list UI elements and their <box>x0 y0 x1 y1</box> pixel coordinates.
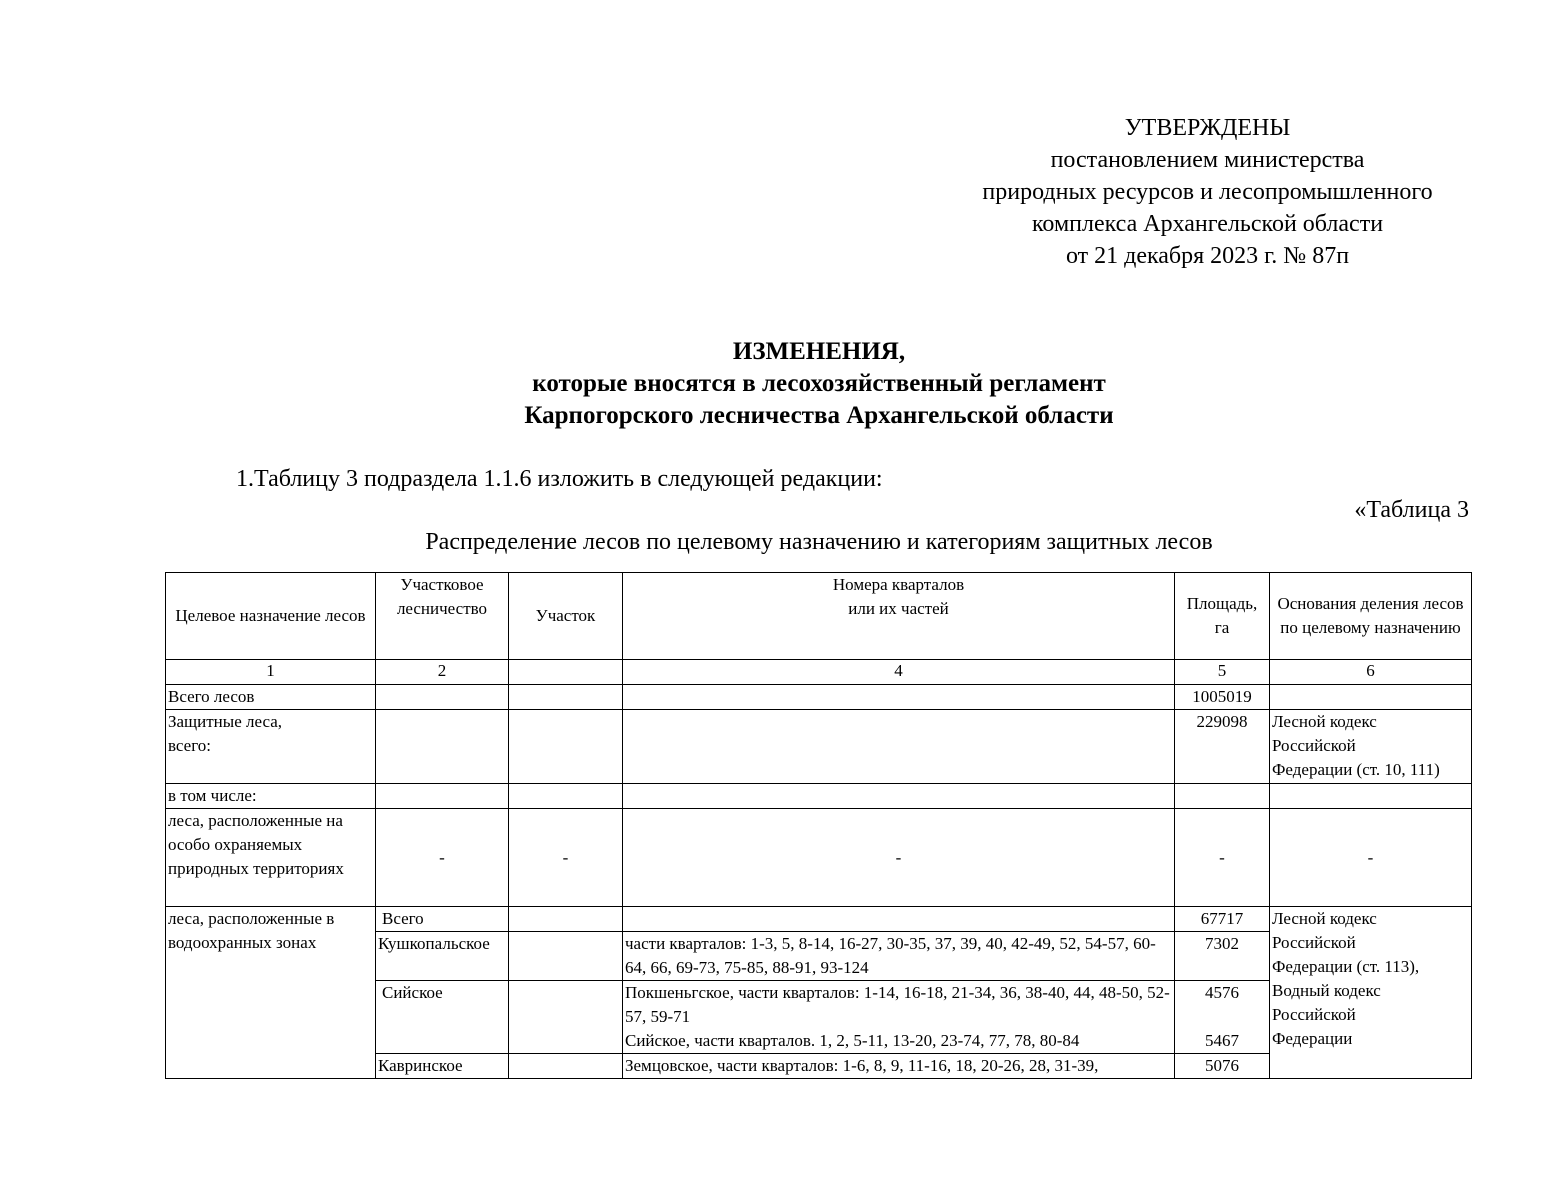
column-number: 2 <box>376 660 509 685</box>
purpose-line: Защитные леса, <box>168 712 282 731</box>
title-subtitle: Карпогорского лесничества Архангельской области <box>524 402 1114 429</box>
basis-line: Российской <box>1272 1005 1356 1024</box>
plot-cell: - <box>509 809 623 907</box>
empty-cell <box>376 710 509 784</box>
table-row <box>166 710 1472 784</box>
empty-cell <box>1270 784 1472 809</box>
area-cell: 4576 <box>1175 981 1270 1030</box>
title-subtitle: которые вносятся в лесохозяйственный регламент <box>532 370 1106 397</box>
empty-cell <box>623 907 1175 932</box>
quarters-cell: - <box>623 809 1175 907</box>
area-cell: - <box>1175 809 1270 907</box>
district-cell: Сийское <box>376 981 509 1054</box>
area-cell: 1005019 <box>1175 685 1270 710</box>
approval-line: природных ресурсов и лесопромышленного <box>982 179 1433 205</box>
district-cell: Кавринское <box>376 1054 509 1079</box>
district-cell: Всего <box>376 907 509 932</box>
header-quarters <box>623 573 1175 660</box>
instruction-paragraph: 1.Таблицу 3 подраздела 1.1.6 изложить в следующей редакции: <box>236 466 883 492</box>
empty-cell <box>376 685 509 710</box>
district-cell: Кушкопальское <box>376 932 509 981</box>
column-number: 5 <box>1175 660 1270 685</box>
district-cell: - <box>376 809 509 907</box>
table-caption: Распределение лесов по целевому назначению и категориям защитных лесов <box>425 529 1213 555</box>
approval-title: УТВЕРЖДЕНЫ <box>1124 115 1291 141</box>
column-number: 1 <box>166 660 376 685</box>
approval-date: от 21 декабря 2023 г. № 87п <box>1065 243 1350 269</box>
purpose-cell: в том числе: <box>166 784 376 809</box>
purpose-cell: леса, расположенные на особо охраняемых природных территориях <box>166 809 376 907</box>
empty-cell <box>509 907 623 932</box>
table-label: «Таблица 3 <box>1354 497 1469 523</box>
column-number: 6 <box>1270 660 1472 685</box>
header-plot: Участок <box>509 573 623 660</box>
area-cell: 5467 <box>1175 1029 1270 1054</box>
basis-line: Лесной кодекс <box>1272 909 1377 928</box>
table-row <box>166 784 1472 809</box>
title-heading: ИЗМЕНЕНИЯ, <box>732 338 906 365</box>
header-area <box>1175 573 1270 660</box>
header-area-line: Площадь, <box>1186 594 1258 613</box>
header-area-line: га <box>1214 618 1230 637</box>
purpose-cell: леса, расположенные в водоохранных зонах <box>166 907 376 1079</box>
empty-cell <box>509 784 623 809</box>
basis-cell <box>1270 907 1472 1079</box>
column-number: 4 <box>623 660 1175 685</box>
basis-cell <box>1270 710 1472 784</box>
basis-line: Российской <box>1272 933 1356 952</box>
quarters-cell: Земцовское, части кварталов: 1-6, 8, 9, 11-16, 18, 20-26, 28, 31-39, <box>623 1054 1175 1079</box>
empty-cell <box>509 1054 623 1079</box>
basis-line: Федерации (ст. 10, 111) <box>1272 760 1440 779</box>
header-district: Участковое лесничество <box>376 573 509 660</box>
empty-cell <box>509 685 623 710</box>
empty-cell <box>1175 784 1270 809</box>
area-cell: 229098 <box>1175 710 1270 784</box>
table-row <box>166 907 1472 932</box>
table-header-row <box>166 573 1472 660</box>
basis-cell: - <box>1270 809 1472 907</box>
empty-cell <box>623 784 1175 809</box>
purpose-cell <box>166 710 376 784</box>
empty-cell <box>623 685 1175 710</box>
purpose-cell: Всего лесов <box>166 685 376 710</box>
basis-line: Федерации (ст. 113), <box>1272 957 1420 976</box>
empty-cell <box>1270 685 1472 710</box>
basis-line: Федерации <box>1272 1029 1353 1048</box>
forest-distribution-table <box>165 572 1472 1079</box>
document-title <box>0 336 1553 432</box>
empty-cell <box>509 981 623 1054</box>
empty-cell <box>623 710 1175 784</box>
quarters-cell: части кварталов: 1-3, 5, 8-14, 16-27, 30-35, 37, 39, 40, 42-49, 52, 54-57, 60-64, 66, 69-73, 75-85, 88-91, 93-124 <box>623 932 1175 981</box>
approval-line: постановлением министерства <box>1050 147 1365 173</box>
area-cell: 7302 <box>1175 932 1270 981</box>
area-cell: 67717 <box>1175 907 1270 932</box>
empty-cell <box>509 710 623 784</box>
header-basis: Основания деления лесов по целевому назначению <box>1270 573 1472 660</box>
header-quarters-line: Номера кварталов <box>832 575 965 594</box>
column-number-empty <box>509 660 623 685</box>
table-row <box>166 685 1472 710</box>
header-quarters-line: или их частей <box>848 599 949 618</box>
basis-line: Лесной кодекс <box>1272 712 1377 731</box>
approval-line: комплекса Архангельской области <box>1031 211 1384 237</box>
quarters-cell: Покшеньгское, части кварталов: 1-14, 16-18, 21-34, 36, 38-40, 44, 48-50, 52- 57, 59-71 <box>623 981 1175 1030</box>
purpose-line: всего: <box>168 736 211 755</box>
empty-cell <box>376 784 509 809</box>
basis-line: Российской <box>1272 736 1356 755</box>
column-number-row <box>166 660 1472 685</box>
header-purpose: Целевое назначение лесов <box>166 573 376 660</box>
approval-block <box>940 112 1475 272</box>
basis-line: Водный кодекс <box>1272 981 1381 1000</box>
quarters-cell: Сийское, части кварталов. 1, 2, 5-11, 13-20, 23-74, 77, 78, 80-84 <box>623 1029 1175 1054</box>
table-row <box>166 809 1472 907</box>
area-cell: 5076 <box>1175 1054 1270 1079</box>
empty-cell <box>509 932 623 981</box>
